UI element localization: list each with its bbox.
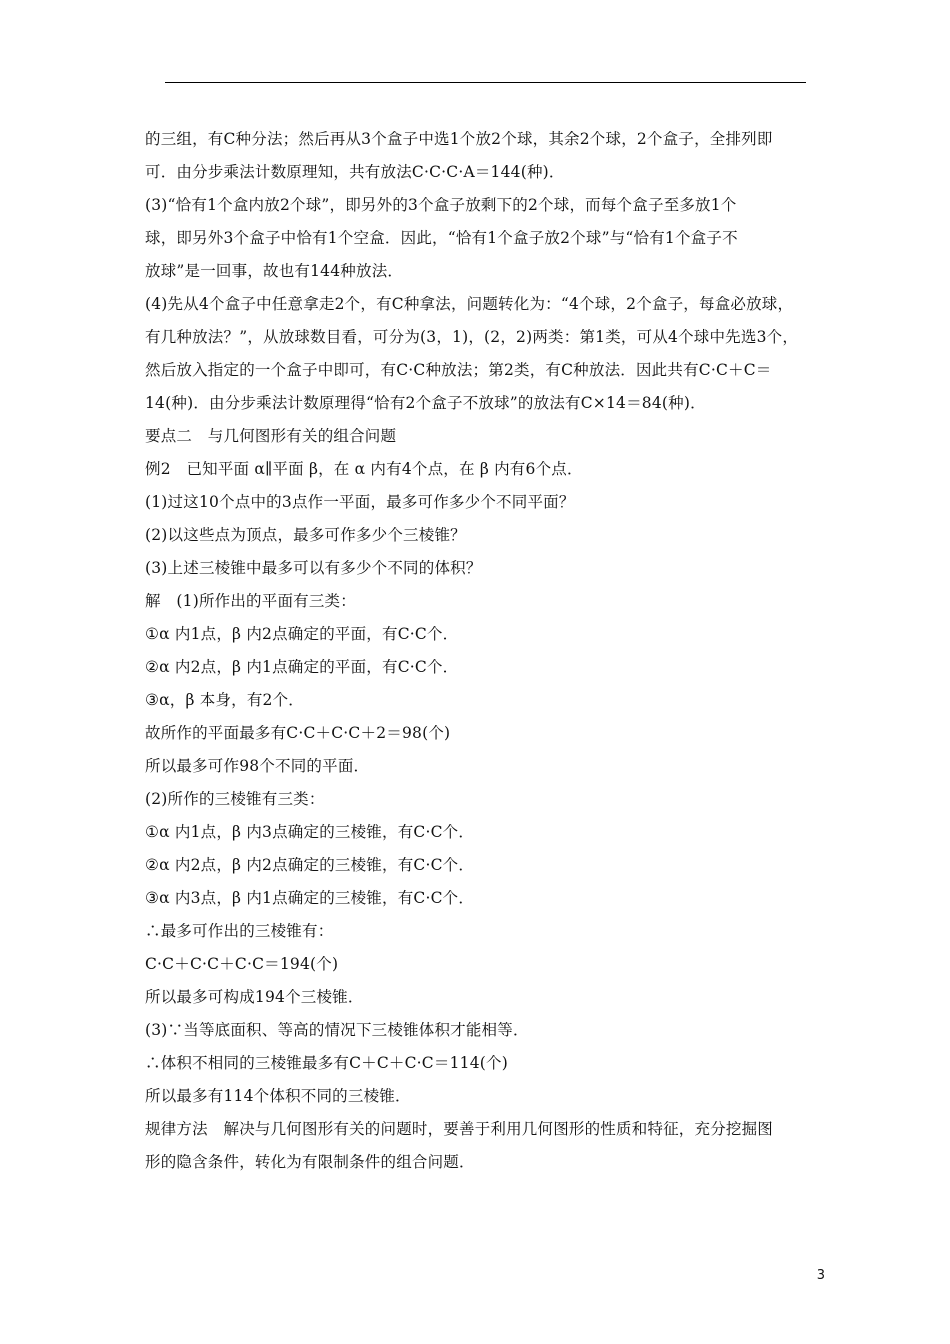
text-line: ∴最多可作出的三棱锥有： <box>145 922 334 940</box>
text-line: ③α，β 本身，有2个． <box>145 691 305 709</box>
text-line: 的三组，有C种分法；然后再从3个盒子中选1个放2个球，其余2个球，2个盒子，全排列即 <box>145 130 773 148</box>
text-line: (2)所作的三棱锥有三类： <box>145 790 325 808</box>
text-line: ①α 内1点，β 内2点确定的平面，有C·C个． <box>145 625 459 643</box>
example-title: 例2 已知平面 α∥平面 β，在 α 内有4个点，在 β 内有6个点． <box>145 460 583 478</box>
text-line: ②α 内2点，β 内2点确定的三棱锥，有C·C个． <box>145 856 475 874</box>
text-line: 故所作的平面最多有C·C＋C·C＋2＝98(个) <box>145 724 451 742</box>
page-number: 3 <box>816 1268 825 1283</box>
method-note: 规律方法 解决与几何图形有关的问题时，要善于利用几何图形的性质和特征，充分挖掘图 <box>145 1120 774 1138</box>
text-line: 放球”是一回事，故也有144种放法． <box>145 262 404 280</box>
question-2: (2)以这些点为顶点，最多可作多少个三棱锥？ <box>145 526 466 544</box>
text-line: (3)“恰有1个盒内放2个球”，即另外的3个盒子放剩下的2个球，而每个盒子至多放1个 <box>145 196 737 214</box>
text-line: 球，即另外3个盒子中恰有1个空盒．因此，“恰有1个盒子放2个球”与“恰有1个盒子不 <box>145 229 738 247</box>
solution-start: 解 (1)所作出的平面有三类： <box>145 592 356 610</box>
text-line: ③α 内3点，β 内1点确定的三棱锥，有C·C个． <box>145 889 475 907</box>
text-line: 可．由分步乘法计数原理知，共有放法C·C·C·A＝144(种)． <box>145 163 565 181</box>
text-line: ①α 内1点，β 内3点确定的三棱锥，有C·C个． <box>145 823 475 841</box>
question-3: (3)上述三棱锥中最多可以有多少个不同的体积？ <box>145 559 482 577</box>
text-line: 然后放入指定的一个盒子中即可，有C·C种放法；第2类，有C种放法．因此共有C·C＋C＝ <box>145 361 772 379</box>
text-line: 所以最多有114个体积不同的三棱锥． <box>145 1087 411 1105</box>
method-note: 形的隐含条件，转化为有限制条件的组合问题． <box>145 1153 475 1171</box>
document-body <box>145 123 825 1179</box>
text-line: ∴体积不相同的三棱锥最多有C＋C＋C·C＝114(个) <box>145 1054 508 1072</box>
text-line: 有几种放法？”，从放球数目看，可分为(3，1)，(2，2)两类：第1类，可从4个球中先选3个， <box>145 328 799 346</box>
text-line: (4)先从4个盒子中任意拿走2个，有C种拿法，问题转化为：“4个球，2个盒子，每盒必放球， <box>145 295 794 313</box>
question-1: (1)过这10个点中的3点作一平面，最多可作多少个不同平面？ <box>145 493 575 511</box>
text-line: 14(种)．由分步乘法计数原理得“恰有2个盒子不放球”的放法有C×14＝84(种)． <box>145 394 706 412</box>
text-line: 所以最多可构成194个三棱锥． <box>145 988 364 1006</box>
section-heading: 要点二 与几何图形有关的组合问题 <box>145 427 397 445</box>
header-rule <box>165 82 806 83</box>
text-line: (3)∵当等底面积、等高的情况下三棱锥体积才能相等． <box>145 1021 529 1039</box>
text-line: 所以最多可作98个不同的平面． <box>145 757 370 775</box>
text-line: ②α 内2点，β 内1点确定的平面，有C·C个． <box>145 658 459 676</box>
text-line: C·C＋C·C＋C·C＝194(个) <box>145 955 339 973</box>
